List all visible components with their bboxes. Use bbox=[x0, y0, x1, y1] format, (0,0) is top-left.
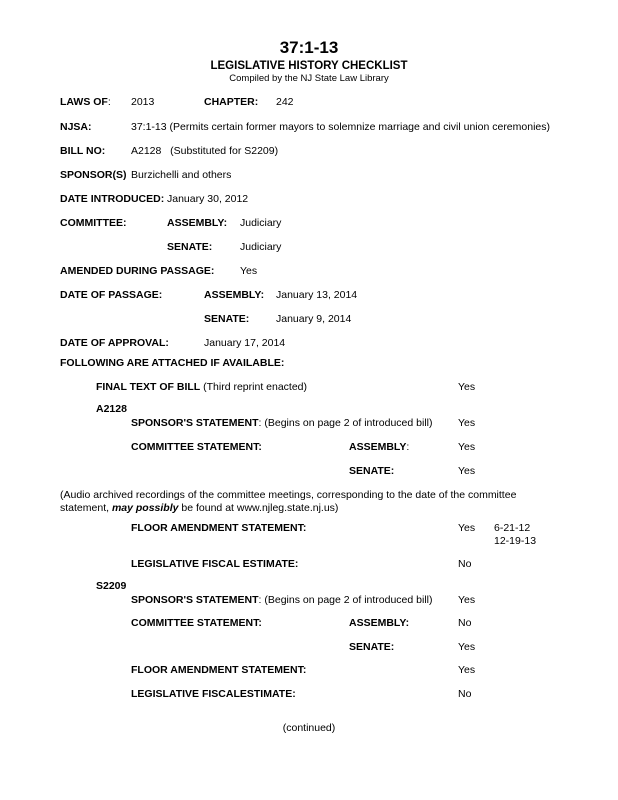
a2128-committee-assembly-label: ASSEMBLY: bbox=[349, 441, 410, 453]
bill-no-value: A2128 (Substituted for S2209) bbox=[131, 145, 279, 157]
a2128-fiscal-estimate-value: No bbox=[458, 558, 472, 570]
final-text-label: FINAL TEXT OF BILL (Third reprint enacted) bbox=[96, 381, 308, 393]
audio-archive-note: (Audio archived recordings of the committee meetings, corresponding to the date of the committee statement, may possibly be found at www.njleg.state.nj.us) bbox=[60, 489, 517, 514]
s2209-committee-statement-label: COMMITTEE STATEMENT: bbox=[131, 617, 262, 629]
bill-no-label: BILL NO: bbox=[60, 145, 106, 157]
document-subtitle: Compiled by the NJ State Law Library bbox=[229, 73, 389, 84]
a2128-sponsor-statement-label: SPONSOR'S STATEMENT: (Begins on page 2 of introduced bill) bbox=[131, 417, 433, 429]
amended-label: AMENDED DURING PASSAGE: bbox=[60, 265, 215, 277]
a2128-bill-heading: A2128 bbox=[96, 403, 127, 415]
a2128-floor-amendment-value: Yes bbox=[458, 522, 476, 534]
date-of-approval-value: January 17, 2014 bbox=[204, 337, 286, 349]
a2128-sponsor-statement-value: Yes bbox=[458, 417, 476, 429]
a2128-committee-senate-label: SENATE: bbox=[349, 465, 395, 477]
document-title: LEGISLATIVE HISTORY CHECKLIST bbox=[210, 60, 408, 72]
a2128-committee-senate-value: Yes bbox=[458, 465, 476, 477]
s2209-committee-assembly-value: No bbox=[458, 617, 472, 629]
committee-senate-value: Judiciary bbox=[240, 241, 282, 253]
date-of-passage-label: DATE OF PASSAGE: bbox=[60, 289, 163, 301]
a2128-fiscal-estimate-label: LEGISLATIVE FISCAL ESTIMATE: bbox=[131, 558, 299, 570]
passage-assembly-label: ASSEMBLY: bbox=[204, 289, 265, 301]
sponsors-label: SPONSOR(S) bbox=[60, 169, 127, 181]
njsa-label: NJSA: bbox=[60, 121, 92, 133]
document-code: 37:1-13 bbox=[279, 38, 339, 57]
passage-senate-value: January 9, 2014 bbox=[276, 313, 352, 325]
amended-value: Yes bbox=[240, 265, 258, 277]
njsa-value: 37:1-13 (Permits certain former mayors to solemnize marriage and civil union ceremonies) bbox=[131, 121, 550, 133]
laws-of-value: 2013 bbox=[131, 96, 155, 108]
a2128-committee-assembly-value: Yes bbox=[458, 441, 476, 453]
date-introduced-label: DATE INTRODUCED: bbox=[60, 193, 165, 205]
s2209-floor-amendment-value: Yes bbox=[458, 664, 476, 676]
attached-heading: FOLLOWING ARE ATTACHED IF AVAILABLE: bbox=[60, 357, 285, 369]
s2209-fiscal-estimate-label: LEGISLATIVE FISCALESTIMATE: bbox=[131, 688, 296, 700]
committee-label: COMMITTEE: bbox=[60, 217, 127, 229]
date-introduced-value: January 30, 2012 bbox=[167, 193, 249, 205]
committee-senate-label: SENATE: bbox=[167, 241, 213, 253]
passage-senate-label: SENATE: bbox=[204, 313, 250, 325]
s2209-bill-heading: S2209 bbox=[96, 580, 127, 592]
a2128-committee-statement-label: COMMITTEE STATEMENT: bbox=[131, 441, 262, 453]
s2209-committee-senate-label: SENATE: bbox=[349, 641, 395, 653]
s2209-committee-assembly-label: ASSEMBLY: bbox=[349, 617, 410, 629]
a2128-floor-amendment-date: 12-19-13 bbox=[494, 535, 537, 547]
s2209-sponsor-statement-value: Yes bbox=[458, 594, 476, 606]
a2128-floor-amendment-label: FLOOR AMENDMENT STATEMENT: bbox=[131, 522, 307, 534]
final-text-value: Yes bbox=[458, 381, 476, 393]
chapter-label: CHAPTER: bbox=[204, 96, 259, 108]
sponsors-value: Burzichelli and others bbox=[131, 169, 232, 181]
chapter-value: 242 bbox=[276, 96, 294, 108]
s2209-sponsor-statement-label: SPONSOR'S STATEMENT: (Begins on page 2 of introduced bill) bbox=[131, 594, 433, 606]
continued-footer: (continued) bbox=[282, 722, 336, 734]
laws-of-label: LAWS OF: bbox=[60, 96, 111, 108]
s2209-floor-amendment-label: FLOOR AMENDMENT STATEMENT: bbox=[131, 664, 307, 676]
s2209-fiscal-estimate-value: No bbox=[458, 688, 472, 700]
s2209-committee-senate-value: Yes bbox=[458, 641, 476, 653]
date-of-approval-label: DATE OF APPROVAL: bbox=[60, 337, 169, 349]
passage-assembly-value: January 13, 2014 bbox=[276, 289, 358, 301]
committee-assembly-label: ASSEMBLY: bbox=[167, 217, 228, 229]
committee-assembly-value: Judiciary bbox=[240, 217, 282, 229]
a2128-floor-amendment-date: 6-21-12 bbox=[494, 522, 531, 534]
